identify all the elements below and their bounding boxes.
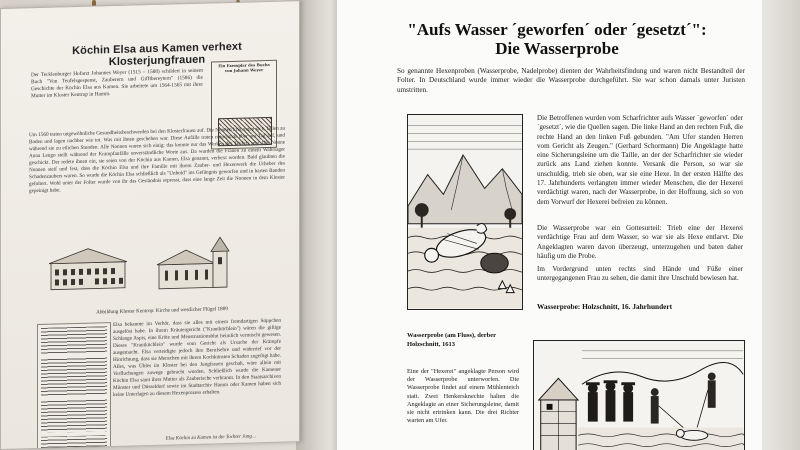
right-poster (336, 0, 762, 450)
right-poster-paragraph2: Die Wasserprobe war ein Gottesurteil: Trieb eine der Hexerei verdächtige Frau auf dem Wasser, so war sie als Hexe entlarvt. Die Angeklagten waren davon überzeugt, unterzugehen und baten daher häufig um die Probe. (537, 224, 743, 260)
cloister-building-sketch (49, 242, 127, 294)
left-poster-caption: Abbildung Kloster Kentrop: Kirche und westlicher Flügel 1809 (96, 306, 228, 316)
right-poster-paragraph1: Die Betroffenen wurden vom Scharfrichter aufs Wasser ´geworfen´ oder ´gesetzt´, wie die Quellen sagen. Die linke Hand an den rechten Fuß, die rechte Hand an den linken Fuß gebunden. "Am Ufer standen Herren vom Gericht als Zeugen." (Gerhard Schormann) Die Angeklagte hatte eine Sicherungsleine um die Taille, an der der Scharfrichter sie wieder zurück ans Land ziehen konnte. Versank die Person, so war sie unschuldig, trieb sie oben, war sie eine Hexe. In der ersten Hälfte des 17. Jahrhunderts verlangten immer wieder Menschen, die der Hexerei verdächtigt waren, nach der Wasserprobe, in der Hoffnung, sich so von dem Vorwurf der Hexerei befreien zu können. (537, 114, 743, 206)
left-poster-signature: Elsa Köchin zu Kamen ist die Tochter Jung… (165, 434, 257, 442)
woodcut-river-ordeal-1613 (533, 340, 745, 450)
woodcut2-caption: Wasserprobe (am Fluss), derber Holzschnitt, 1613 (407, 332, 496, 348)
left-poster (0, 0, 300, 450)
right-poster-title (377, 20, 737, 58)
wall-gap (296, 0, 336, 450)
woodcut1-caption: Wasserprobe: Holzschnitt, 16. Jahrhundert (537, 302, 673, 311)
historic-text-print (37, 322, 111, 450)
wall-right-edge (762, 0, 800, 450)
left-poster-intro: Der Tecklenburger Hofarzt Johannes Weyer (1515 – 1588) schildert in seinem Buch "Von Teufelsgespenst, Zauberern und Gifftbereytern" (1586) die Geschichte der Köchin Elsa aus Kamen. Sie arbeitete um 1564-1565 mit ihrer Mutter im Kloster Kentrop in Hamm. (31, 67, 203, 100)
right-poster-title-line1: "Aufs Wasser ´geworfen´ oder ´gesetzt´": (407, 20, 707, 39)
left-poster-title: Köchin Elsa aus Kamen verhext Klosterjungfrauen (72, 40, 242, 69)
right-poster-paragraph3: Im Vordergrund unten rechts sind Hände und Füße einer untergegangenen Frau zu sehen, die damit ihre Unschuld bewiesen hat. (537, 265, 743, 283)
right-poster-intro: So genannte Hexenproben (Wasserprobe, Nadelprobe) dienten der Wahrheitsfindung und waren nicht Bestandteil der Folter. In Deutschland wurde immer wieder die Wasserprobe durchgeführt. Sie war schon damals unter Juristen umstritten. (397, 67, 745, 94)
right-poster-paragraph4: Eine der "Hexerei" angeklagte Person wird der Wasserprobe unterworfen. Die Wasserprobe findet auf einem Mühlenteich statt. Zwei Henkersknechte halten die Angeklagte an einer Sicherungsleine, damit sie nicht ertrinken kann. Die drei Richter warten am Ufer. (407, 368, 519, 425)
right-poster-title-line2: Die Wasserprobe (495, 39, 619, 58)
left-poster-body: Um 1560 traten ungewöhnliche Gesundheitsbeschwerden bei den Klosterfrauen auf. Die Nonnen krümmten sich, fielen zu Boden und lagen nachher wie tot. Was mit ihnen geschehen war. Diese Anfälle traten manchmal über am Tag auf, und während sie zu etlichen Stunden. Alle Nonnen waren sich einig: das konnte nur das Werken des Teufels sein. Die Nonne Anna Lengo stellt während der Krampfanfälle unverständliche Worte aus. Da wurden die Frauen zu einem Wahrsager geschickt. Der redete ihnen ein, sie seien von der Köchin aus Kamen, Elsa genannt, verhext worden. Bald glaubten die Nonnen steif und fest, dass die Köchin Elsa und ihre Familie mit ihrem Zauber- und Hexenwerk die Urheber des Schadenzaubers waren. So wurde die Köchin Elsa schließlich als "Unhold" ins Gefängnis geworfen und in harten Banden gefoltert. Wohl unter der Folter wurde von ihr das Geständnis erpresst, dass eine lange Zeit die Nonnen in dem Kloster gepeinigt habe. (29, 125, 285, 195)
left-poster-lower-text: Elsa bekannte im Verhör, dass sie alles mit einem fremdartigen Süppchen ausgelöst habe. In ihrem Kräutergericht ("Krautküchlein") wären die giftige Schlange Aspis, eine Kröte und Menstruationsblut heimlich vermischt gewesen. Dieses "Krautküchlein" wurde vom Gericht als Ursache der Krämpfe ausgemacht. Elsa verteidigte jedoch ihre Berufsehre und widerrief vor der Hinrichtung, dass sie Menschen mit ihrem Kochkünsten Schaden zugefügt habe. Alles, was Übles im Kloster bei den Jungfrauen geschah, wäre allein mit Verfluchungen zuwege gebracht worden. Schließlich wurde die Kamener Köchin Elsa samt ihrer Mutter als Zauberische verbrannt. In den Staatsarchiven Münster und Düsseldorf sowie im Stadtarchiv Hamm oder Kamen haben sich keine Unterlagen zu diesem Hexenprozess erhalten. (113, 317, 281, 399)
church-sketch (151, 235, 235, 293)
woodcut-water-ordeal (407, 114, 523, 310)
book-cover-text: Ein Exemplar des Buchs von Johann Weyer (218, 61, 270, 73)
